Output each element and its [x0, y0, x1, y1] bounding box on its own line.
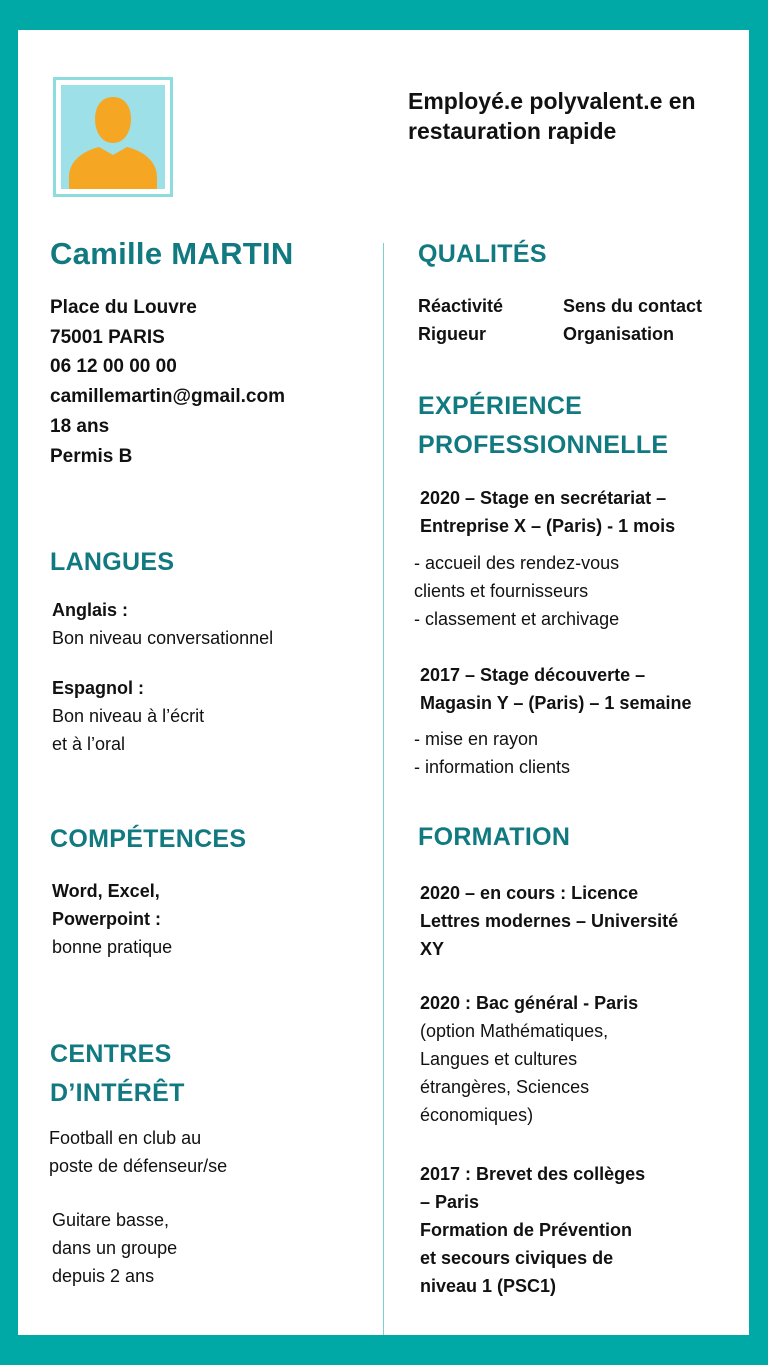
langues-title: LANGUES [50, 548, 175, 576]
experience-details: - mise en rayon - information clients [414, 729, 571, 777]
qualite-item: Rigueur [418, 324, 487, 344]
experience-details: - accueil des rendez-vous clients et fournisseurs - classement et archivage [414, 553, 620, 629]
formation-details: (option Mathématiques, Langues et cultures étrangères, Sciences économiques) [420, 1021, 609, 1125]
centre-item: Guitare basse, dans un groupe depuis 2 ans [52, 1210, 178, 1286]
contact-city: 75001 PARIS [50, 326, 165, 348]
formation-title: FORMATION [418, 823, 571, 851]
column-divider [383, 243, 384, 1335]
job-title: Employé.e polyvalent.e en restauration rapide [408, 88, 696, 144]
contact-email: camillemartin@gmail.com [50, 386, 285, 408]
contact-age: 18 ans [50, 415, 110, 437]
contact-phone: 06 12 00 00 00 [50, 356, 177, 378]
centres-title: CENTRES D’INTÉRÊT [50, 1040, 185, 1107]
competences-block [52, 877, 172, 961]
profile-photo [53, 77, 173, 197]
qualite-item: Organisation [563, 324, 675, 344]
langue-label: Anglais : [52, 600, 129, 620]
langue-label: Espagnol : [52, 678, 145, 698]
experience-heading: 2020 – Stage en secrétariat – Entreprise X – (Paris) - 1 mois [420, 488, 676, 536]
qualite-item: Sens du contact [563, 296, 703, 316]
formation-heading: 2017 : Brevet des collèges – Paris Formation de Prévention et secours civiques de niveau 1 (PSC1) [420, 1164, 646, 1296]
formation-heading: 2020 – en cours : Licence Lettres modernes – Université XY [420, 883, 679, 959]
candidate-name: Camille MARTIN [50, 236, 294, 271]
contact-info [50, 293, 285, 471]
competences-label: Word, Excel, Powerpoint : [52, 881, 161, 929]
langue-level: Bon niveau à l’écrit et à l’oral [52, 706, 205, 754]
qualite-item: Réactivité [418, 296, 504, 316]
contact-license: Permis B [50, 445, 133, 467]
langue-level: Bon niveau conversationnel [52, 628, 274, 648]
langues-list [52, 596, 273, 758]
contact-address: Place du Louvre [50, 297, 197, 318]
experience-title: EXPÉRIENCE PROFESSIONNELLE [418, 392, 669, 459]
competences-value: bonne pratique [52, 937, 173, 957]
qualites-col2 [563, 292, 702, 348]
qualites-title: QUALITÉS [418, 240, 547, 268]
cv-page [18, 30, 749, 1335]
centre-item: Football en club au poste de défenseur/se [49, 1128, 228, 1176]
experience-heading: 2017 – Stage découverte – Magasin Y – (Paris) – 1 semaine [420, 665, 692, 713]
formation-heading: 2020 : Bac général - Paris [420, 993, 639, 1013]
qualites-col1 [418, 292, 503, 348]
competences-title: COMPÉTENCES [50, 825, 247, 853]
person-silhouette-icon [61, 85, 165, 189]
